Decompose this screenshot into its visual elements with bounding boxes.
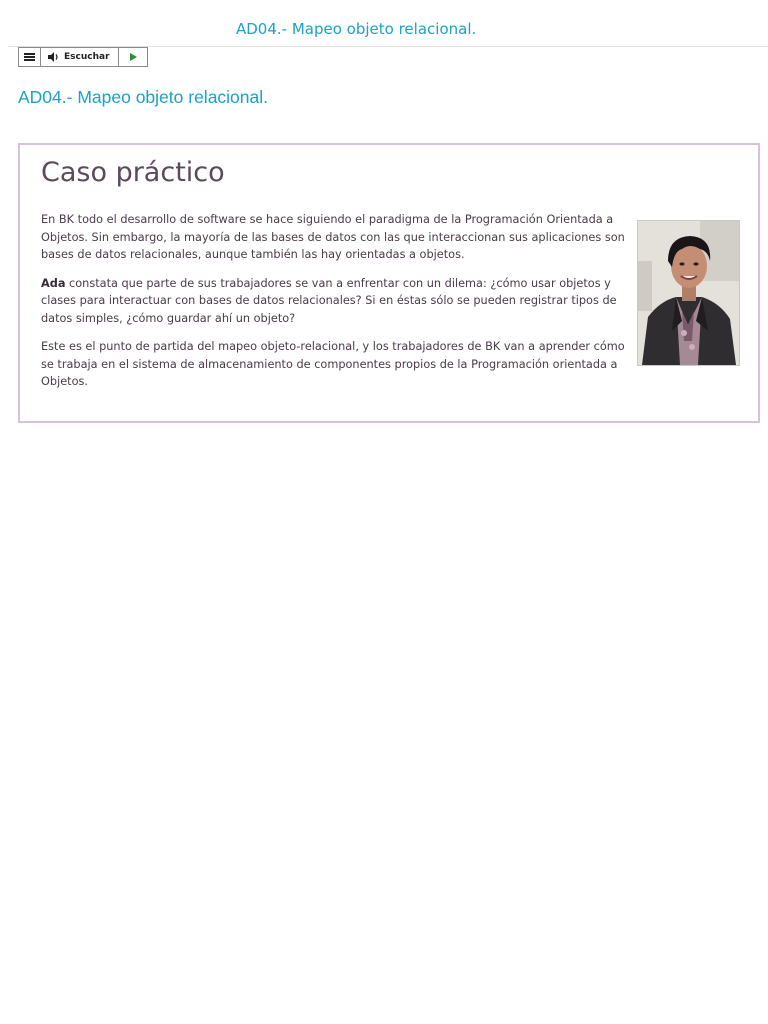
listen-button[interactable] (41, 48, 119, 66)
case-study-box (18, 143, 760, 423)
page-heading: AD04.- Mapeo objeto relacional. (18, 87, 269, 107)
readspeaker-menu-button[interactable] (19, 48, 41, 66)
listen-label: Escuchar (64, 52, 110, 62)
menu-icon (24, 53, 35, 61)
readspeaker-toolbar (18, 47, 148, 67)
character-name: Ada (41, 276, 66, 290)
character-portrait-image (638, 221, 739, 365)
speaker-icon (48, 52, 60, 62)
document-title: AD04.- Mapeo objeto relacional. (236, 20, 477, 38)
play-icon (130, 53, 137, 61)
case-study-text (41, 211, 629, 402)
case-paragraph-2 (41, 275, 629, 328)
play-button[interactable] (119, 48, 147, 66)
case-paragraph-2-text: constata que parte de sus trabajadores se van a enfrentar con un dilema: ¿cómo usar objetos y clases para interactuar con bases de datos relacionales? Si en éstas sólo se pueden registrar tipos de datos simples, ¿cómo guardar ahí un objeto? (41, 276, 617, 325)
case-study-title: Caso práctico (41, 157, 225, 188)
case-paragraph-3: Este es el punto de partida del mapeo objeto-relacional, y los trabajadores de BK van a aprender cómo se trabaja en el sistema de almacenamiento de componentes propios de la Programación orientada a Objetos. (41, 340, 625, 388)
character-photo (637, 220, 740, 366)
case-paragraph-1: En BK todo el desarrollo de software se hace siguiendo el paradigma de la Programación Orientada a Objetos. Sin embargo, la mayoría de las bases de datos con las que interaccionan sus aplicaciones son bases de datos relacionales, aunque también las hay orientadas a objetos. (41, 213, 625, 261)
